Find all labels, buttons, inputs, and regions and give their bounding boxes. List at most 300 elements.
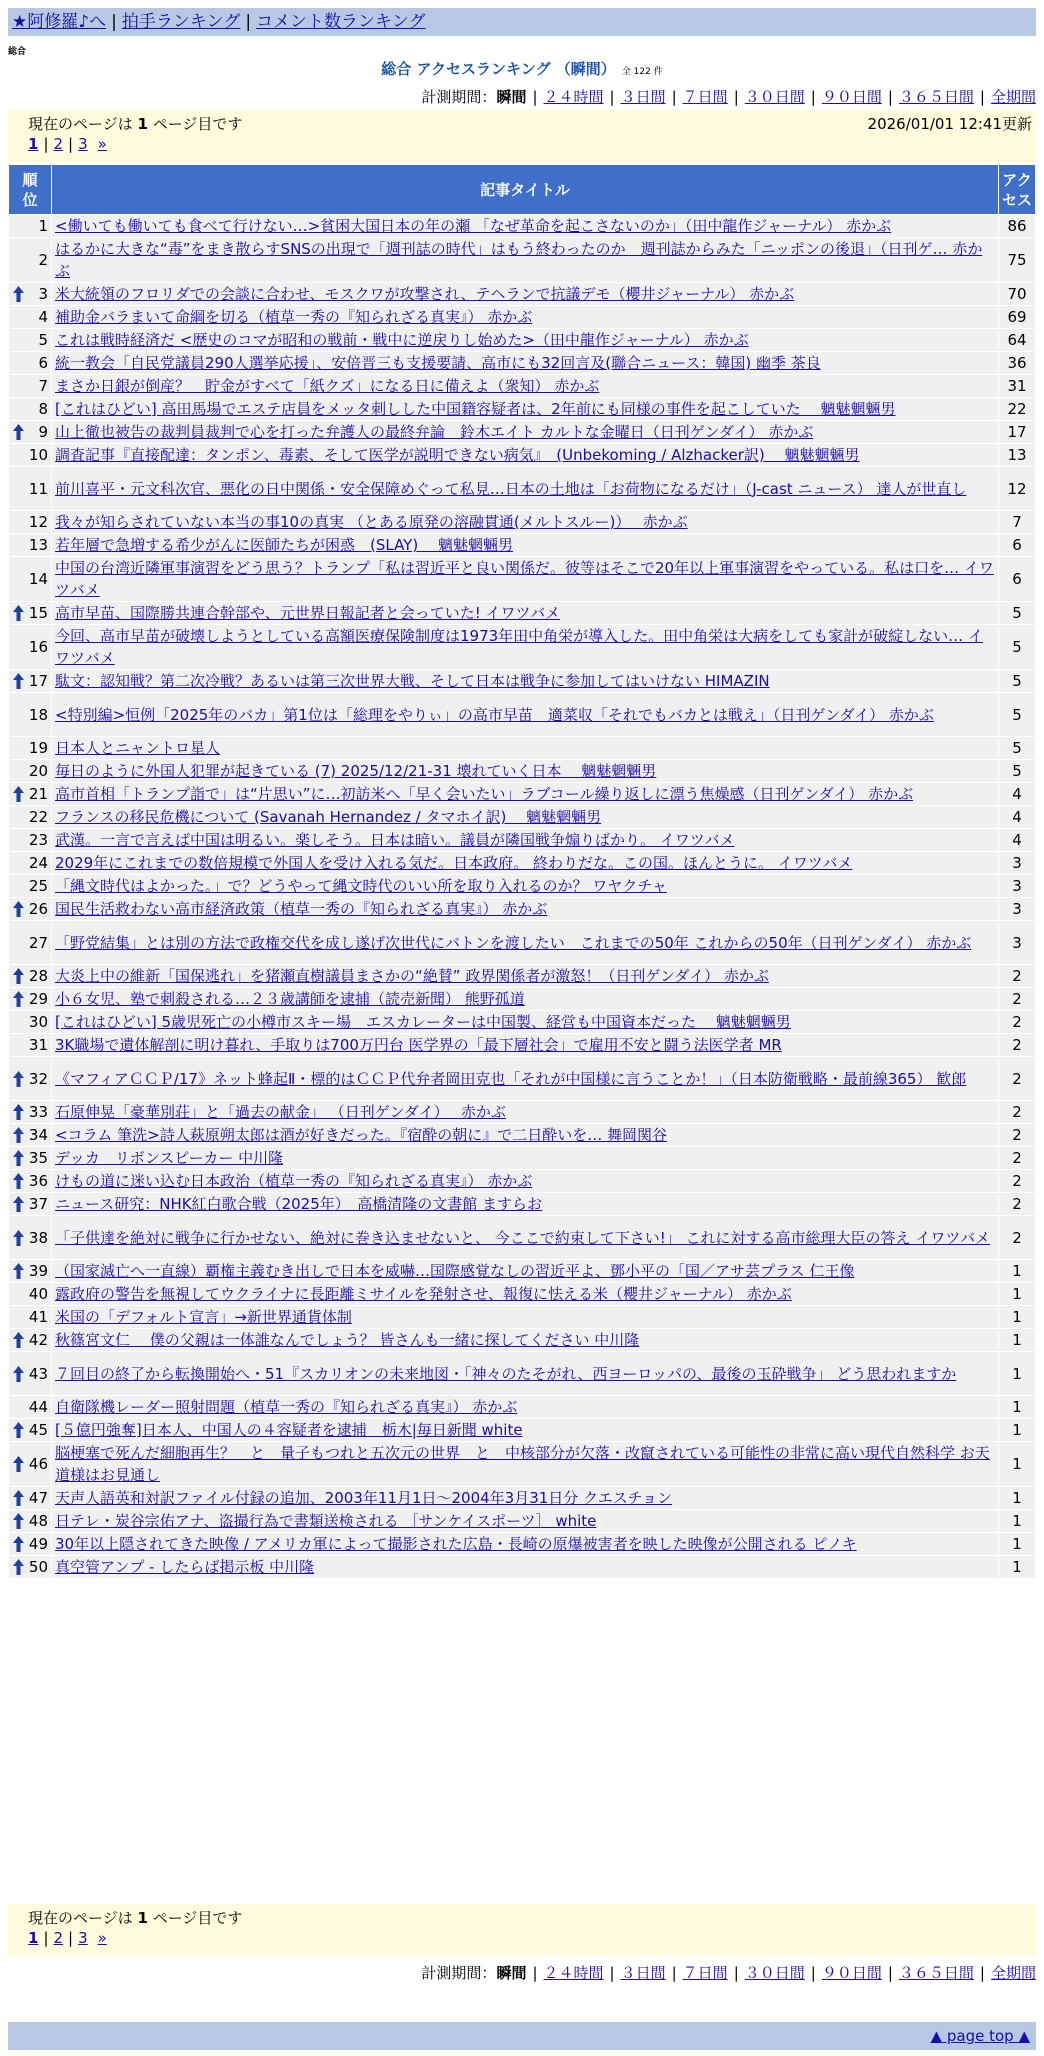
- rank-up-arrow-icon: [13, 968, 24, 984]
- access-count: 2: [999, 1034, 1036, 1057]
- rank-cell: [9, 829, 52, 852]
- title-cell: [52, 1216, 999, 1260]
- access-count: 5: [999, 760, 1036, 783]
- article-link[interactable]: フランスの移民危機について (Savanah Hernandez / タマホイ訳) 魑魅魍魎男: [55, 808, 602, 826]
- access-count: 2: [999, 965, 1036, 988]
- page-1-link-bottom[interactable]: 1: [28, 1929, 39, 1947]
- rank-number: 25: [28, 877, 48, 895]
- article-link[interactable]: <特別編>恒例「2025年のバカ」第1位は「総理をやりぃ」の高市早苗 適菜収「それでもバカとは戦え」（日刊ゲンダイ） 赤かぶ: [55, 705, 934, 724]
- title-cell: [52, 352, 999, 375]
- rank-column-header: 順位: [9, 165, 52, 215]
- rank-cell: [9, 965, 52, 988]
- title-cell: [52, 1170, 999, 1193]
- access-count: 7: [999, 511, 1036, 534]
- article-link[interactable]: 「野党結集」とは別の方法で政権交代を成し遂げ次世代にバトンを渡したい これまでの50年 これからの50年（日刊ゲンダイ） 赤かぶ: [55, 933, 972, 952]
- rank-cell: [9, 1556, 52, 1579]
- rank-number: 35: [28, 1149, 48, 1167]
- access-count: 69: [999, 306, 1036, 329]
- rank-number: 42: [28, 1331, 48, 1349]
- rank-cell: [9, 329, 52, 352]
- rank-number: 41: [28, 1308, 48, 1326]
- period-all-link-bottom[interactable]: 全期間: [990, 1964, 1036, 1982]
- table-row: [9, 534, 1036, 557]
- rank-number: 7: [38, 377, 48, 395]
- article-link[interactable]: 毎日のように外国人犯罪が起きている (7) 2025/12/21-31 壊れていく日本 魑魅魍魎男: [55, 762, 657, 780]
- article-link[interactable]: 前川喜平・元文科次官、悪化の日中関係・安全保障めぐって私見…日本の土地は「お荷物になるだけ」（J-cast ニュース） 達人が世直し: [55, 479, 967, 498]
- title-cell: [52, 1147, 999, 1170]
- title-cell: [52, 737, 999, 760]
- rank-number: 6: [38, 354, 48, 372]
- period-365d-link-bottom[interactable]: ３６５日間: [898, 1964, 974, 1982]
- access-count: 2: [999, 1011, 1036, 1034]
- access-count: 70: [999, 283, 1036, 306]
- rank-cell: [9, 557, 52, 602]
- rank-cell: [9, 1260, 52, 1283]
- rank-number: 5: [38, 331, 48, 349]
- rank-number: 4: [38, 308, 48, 326]
- rank-cell: [9, 283, 52, 306]
- page-2-link-bottom[interactable]: 2: [53, 1929, 64, 1947]
- pagination-bottom: 1 | 2 | 3 »: [28, 1929, 107, 1947]
- title-cell: [52, 852, 999, 875]
- article-link[interactable]: 駄文：認知戦？第二次冷戦？あるいは第三次世界大戦、そして日本は戦争に参加してはいけない HIMAZIN: [55, 672, 770, 690]
- access-count: 17: [999, 421, 1036, 444]
- rank-cell: [9, 806, 52, 829]
- rank-number: 49: [28, 1535, 48, 1553]
- title-cell: [52, 1260, 999, 1283]
- table-row: [9, 898, 1036, 921]
- access-count: 3: [999, 898, 1036, 921]
- article-link[interactable]: 山上徹也被告の裁判員裁判で心を打った弁護人の最終弁論 鈴木エイト カルトな金曜日（日刊ゲンダイ） 赤かぶ: [55, 423, 814, 441]
- article-link[interactable]: [これはひどい] 高田馬場でエステ店員をメッタ刺しした中国籍容疑者は、2年前にも同様の事件を起こしていた 魑魅魍魎男: [55, 400, 896, 418]
- rank-number: 30: [28, 1013, 48, 1031]
- access-count: 1: [999, 1419, 1036, 1442]
- article-link[interactable]: 武漢。一言で言えば中国は明るい。楽しそう。日本は暗い。議員が隣国戦争煽りばかり。 イワツバメ: [55, 831, 735, 849]
- article-link[interactable]: 脳梗塞で死んだ細胞再生？ と 量子もつれと五次元の世界 と 中核部分が欠落・改竄されている可能性の非常に高い現代自然科学 お天道様はお見通し: [55, 1444, 990, 1484]
- rank-number: 43: [28, 1364, 48, 1383]
- article-link[interactable]: 「子供達を絶対に戦争に行かせない、絶対に巻き込ませないと、 今ここで約束して下さい!」 これに対する高市総理大臣の答え イワツバメ: [55, 1228, 991, 1247]
- rank-number: 8: [38, 400, 48, 418]
- article-link[interactable]: 秋篠宮文仁 僕の父親は一体誰なんでしょう？ 皆さんも一緒に探してください 中川隆: [55, 1331, 640, 1349]
- table-row: [9, 1487, 1036, 1510]
- rank-number: 33: [28, 1103, 48, 1121]
- rank-cell: [9, 988, 52, 1011]
- rank-number: 19: [28, 739, 48, 757]
- title-cell: [52, 283, 999, 306]
- article-link[interactable]: 今回、高市早苗が破壊しようとしている高額医療保険制度は1973年田中角栄が導入した。田中角栄は大病をしても家計が破綻しない… イワツバメ: [55, 627, 983, 667]
- title-cell: [52, 557, 999, 602]
- article-link[interactable]: 日テレ・炭谷宗佑アナ、盗撮行為で書類送検される ［サンケイスポーツ］ white: [55, 1512, 597, 1530]
- rank-up-arrow-icon: [13, 1559, 24, 1575]
- period-3d-link-bottom[interactable]: ３日間: [620, 1964, 666, 1982]
- table-row: [9, 1283, 1036, 1306]
- title-cell: [52, 988, 999, 1011]
- access-count: 75: [999, 238, 1036, 283]
- rank-number: 15: [28, 604, 48, 622]
- article-link[interactable]: <コラム 筆洗>詩人萩原朔太郎は酒が好きだった。『宿酔の朝に』で二日酔いを… 舞岡関谷: [55, 1126, 668, 1144]
- access-count: 13: [999, 444, 1036, 467]
- rank-cell: [9, 421, 52, 444]
- title-cell: [52, 444, 999, 467]
- title-cell: [52, 306, 999, 329]
- article-link[interactable]: 自衛隊機レーダー照射問題（植草一秀の『知られざる真実』） 赤かぶ: [55, 1398, 518, 1416]
- page-1-link[interactable]: 1: [28, 135, 39, 153]
- article-link[interactable]: 米大統領のフロリダでの会談に合わせ、モスクワが攻撃され、テヘランで抗議デモ（櫻井ジャーナル） 赤かぶ: [55, 285, 795, 303]
- rank-cell: [9, 783, 52, 806]
- period-90d-link[interactable]: ９０日間: [821, 88, 882, 106]
- access-count: 2: [999, 1101, 1036, 1124]
- title-cell: [52, 783, 999, 806]
- rank-up-arrow-icon: [13, 1173, 24, 1189]
- rank-cell: [9, 1396, 52, 1419]
- article-link[interactable]: 3K職場で遺体解剖に明け暮れ、手取りは700万円台 医学界の「最下層社会」で雇用不安と闘う法医学者 MR: [55, 1036, 782, 1054]
- access-count: 86: [999, 215, 1036, 238]
- article-link[interactable]: 2029年にこれまでの数倍規模で外国人を受け入れる気だ。日本政府。 終わりだな。この国。ほんとうに。 イワツバメ: [55, 854, 853, 872]
- rank-number: 1: [38, 217, 48, 235]
- article-link[interactable]: [これはひどい] 5歳児死亡の小樽市スキー場 エスカレーターは中国製、経営も中国資本だった 魑魅魍魎男: [55, 1013, 791, 1031]
- rank-number: 11: [28, 479, 48, 498]
- page-3-link-bottom[interactable]: 3: [78, 1929, 88, 1947]
- rank-cell: [9, 602, 52, 625]
- table-row: [9, 1260, 1036, 1283]
- title-cell: [52, 238, 999, 283]
- article-link[interactable]: 《マフィアＣＣＰ/17》ネット蜂起Ⅱ・標的はＣＣＰ代弁者岡田克也「それが中国様に言うことか！」（日本防衛戦略・最前線365） 歓郎: [55, 1069, 967, 1088]
- article-link[interactable]: 国民生活救わない高市経済政策（植草一秀の『知られざる真実』） 赤かぶ: [55, 900, 548, 918]
- article-link[interactable]: （国家滅亡へ一直線）覇権主義むき出しで日本を威嚇…国際感覚なしの習近平よ、鄧小平の「国／アサ芸プラス 仁王像: [55, 1262, 855, 1280]
- title-cell: [52, 511, 999, 534]
- rank-number: 14: [28, 570, 48, 588]
- total-count: 全 122 件: [621, 67, 663, 77]
- period-7d-link[interactable]: ７日間: [682, 88, 728, 106]
- table-row: [9, 1510, 1036, 1533]
- rank-number: 50: [28, 1558, 48, 1576]
- rank-cell: [9, 1510, 52, 1533]
- access-count: 2: [999, 1216, 1036, 1260]
- article-link[interactable]: 小６女児、塾で刺殺される…２３歳講師を逮捕（読売新聞） 熊野孤道: [55, 990, 525, 1008]
- table-row: [9, 1442, 1036, 1487]
- table-row: [9, 1147, 1036, 1170]
- access-count: 5: [999, 625, 1036, 670]
- rank-number: 18: [28, 705, 48, 724]
- page-title-line: [8, 58, 1036, 79]
- table-row: [9, 625, 1036, 670]
- category-label: 総合: [8, 47, 27, 57]
- rank-cell: [9, 1101, 52, 1124]
- article-link[interactable]: <働いても働いても食べて行けない…>貧困大国日本の年の瀬 「なぜ革命を起こさないのか」（田中龍作ジャーナル） 赤かぶ: [55, 217, 892, 235]
- article-link[interactable]: [５億円強奪]日本人、中国人の４容疑者を逮捕 栃木|毎日新聞 white: [55, 1421, 523, 1439]
- article-link[interactable]: 石原伸晃「豪華別荘」と「過去の献金」 （日刊ゲンダイ） 赤かぶ: [55, 1103, 506, 1121]
- rank-cell: [9, 1419, 52, 1442]
- page-info-top: [8, 110, 1036, 162]
- table-row: [9, 806, 1036, 829]
- access-count: 6: [999, 534, 1036, 557]
- rank-cell: [9, 852, 52, 875]
- article-link[interactable]: 補助金バラまいて命綱を切る（植草一秀の『知られざる真実』） 赤かぶ: [55, 308, 533, 326]
- title-cell: [52, 1193, 999, 1216]
- rank-cell: [9, 737, 52, 760]
- article-link[interactable]: 真空管アンプ - したらば掲示板 中川隆: [55, 1558, 315, 1576]
- rank-number: 31: [28, 1036, 48, 1054]
- page-top-link[interactable]: ▲ page top ▲: [930, 2027, 1030, 2045]
- home-link[interactable]: ★阿修羅♪へ: [12, 12, 107, 32]
- rank-up-arrow-icon: [13, 1366, 24, 1382]
- period-24h-link-bottom[interactable]: ２４時間: [543, 1964, 604, 1982]
- article-link[interactable]: 大炎上中の維新「国保逃れ」を猪瀬直樹議員まさかの“絶賛” 政界関係者が激怒！（日刊ゲンダイ） 赤かぶ: [55, 967, 769, 985]
- rank-cell: [9, 1216, 52, 1260]
- table-row: [9, 1216, 1036, 1260]
- period-3d-link[interactable]: ３日間: [620, 88, 666, 106]
- rank-number: 44: [28, 1398, 48, 1416]
- rank-cell: [9, 1306, 52, 1329]
- rank-number: 13: [28, 536, 48, 554]
- rank-cell: [9, 875, 52, 898]
- rank-cell: [9, 534, 52, 557]
- table-row: [9, 602, 1036, 625]
- period-30d-link-bottom[interactable]: ３０日間: [744, 1964, 805, 1982]
- rank-cell: [9, 1034, 52, 1057]
- title-cell: [52, 1011, 999, 1034]
- rank-number: 10: [28, 446, 48, 464]
- title-cell: [52, 602, 999, 625]
- updated-timestamp: 2026/01/01 12:41更新: [867, 115, 1032, 133]
- article-link[interactable]: 我々が知らされていない本当の事10の真実 （とある原発の溶融貫通(メルトスルー)） 赤かぶ: [55, 513, 688, 531]
- access-count: 2: [999, 1170, 1036, 1193]
- access-count: 22: [999, 398, 1036, 421]
- access-count: 1: [999, 1352, 1036, 1396]
- title-cell: [52, 421, 999, 444]
- table-row: [9, 1352, 1036, 1396]
- article-link[interactable]: 天声人語英和対訳ファイル付録の追加、2003年11月1日～2004年3月31日分 クエスチョン: [55, 1489, 673, 1507]
- access-count: 1: [999, 1533, 1036, 1556]
- title-cell: [52, 670, 999, 693]
- article-link[interactable]: 調査記事『直接配達：タンポン、毒素、そして医学が説明できない病気』 (Unbekoming / Alzhacker訳) 魑魅魍魎男: [55, 446, 860, 464]
- rank-cell: [9, 306, 52, 329]
- access-count: 2: [999, 1193, 1036, 1216]
- page-3-link[interactable]: 3: [78, 135, 88, 153]
- title-cell: [52, 467, 999, 511]
- table-row: [9, 238, 1036, 283]
- title-cell: [52, 1556, 999, 1579]
- rank-cell: [9, 1533, 52, 1556]
- article-link[interactable]: 日本人とニャントロ星人: [55, 739, 221, 757]
- table-row: [9, 760, 1036, 783]
- table-row: [9, 375, 1036, 398]
- title-cell: [52, 1510, 999, 1533]
- title-cell: [52, 921, 999, 965]
- article-link[interactable]: 統一教会「自民党議員290人選挙応援」、安倍晋三も支援要請、高市にも32回言及(聯合ニュース：韓国) 幽季 茶良: [55, 354, 821, 372]
- access-count: 12: [999, 467, 1036, 511]
- access-count: 3: [999, 875, 1036, 898]
- page-info-bottom: [8, 1904, 1036, 1956]
- period-current: 瞬間: [496, 88, 527, 106]
- access-count: 2: [999, 1057, 1036, 1101]
- rank-number: 37: [28, 1195, 48, 1213]
- table-row: [9, 783, 1036, 806]
- rank-cell: [9, 375, 52, 398]
- page-2-link[interactable]: 2: [53, 135, 64, 153]
- rank-cell: [9, 625, 52, 670]
- access-count: 2: [999, 988, 1036, 1011]
- access-count: 4: [999, 806, 1036, 829]
- access-count: 4: [999, 829, 1036, 852]
- rank-up-arrow-icon: [13, 1071, 24, 1087]
- rank-cell: [9, 1124, 52, 1147]
- rank-cell: [9, 1011, 52, 1034]
- table-row: [9, 737, 1036, 760]
- table-row: [9, 557, 1036, 602]
- rank-up-arrow-icon: [13, 673, 24, 689]
- applause-ranking-link[interactable]: 拍手ランキング: [121, 12, 241, 32]
- rank-up-arrow-icon: [13, 1263, 24, 1279]
- period-90d-link-bottom[interactable]: ９０日間: [821, 1964, 882, 1982]
- rank-up-arrow-icon: [13, 1456, 24, 1472]
- rank-number: 3: [38, 285, 48, 303]
- article-link[interactable]: けもの道に迷い込む日本政治（植草一秀の『知られざる真実』） 赤かぶ: [55, 1172, 533, 1190]
- pagination-top: 1 | 2 | 3 »: [28, 135, 107, 153]
- article-link[interactable]: 若年層で急増する希少がんに医師たちが困惑 (SLAY) 魑魅魍魎男: [55, 536, 513, 554]
- rank-cell: [9, 1283, 52, 1306]
- rank-number: 26: [28, 900, 48, 918]
- title-cell: [52, 375, 999, 398]
- rank-cell: [9, 215, 52, 238]
- access-count: 1: [999, 1556, 1036, 1579]
- title-cell: [52, 693, 999, 737]
- article-link[interactable]: 高市首相「トランプ詣で」は“片思い”に…初訪米へ「早く会いたい」ラブコール繰り返しに漂う焦燥感（日刊ゲンダイ） 赤かぶ: [55, 785, 914, 803]
- rank-cell: [9, 1352, 52, 1396]
- table-row: [9, 875, 1036, 898]
- access-count: 1: [999, 1306, 1036, 1329]
- period-all-link[interactable]: 全期間: [990, 88, 1036, 106]
- period-label: 計測期間：: [421, 88, 497, 106]
- table-row: [9, 670, 1036, 693]
- period-label-bottom: 計測期間：: [421, 1964, 497, 1982]
- rank-up-arrow-icon: [13, 1104, 24, 1120]
- period-24h-link[interactable]: ２４時間: [543, 88, 604, 106]
- nav-separator: |: [245, 12, 252, 32]
- rank-cell: [9, 760, 52, 783]
- period-selector-top: 計測期間：瞬間 | ２４時間 | ３日間 | ７日間 | ３０日間 | ９０日間 | ３６５日間 | 全期間: [421, 88, 1036, 106]
- table-row: [9, 1124, 1036, 1147]
- table-row: [9, 1170, 1036, 1193]
- title-cell: [52, 1329, 999, 1352]
- current-page-text-bottom: 現在のページは 1 ページ目です: [28, 1909, 243, 1927]
- article-link[interactable]: 30年以上隠されてきた映像 / アメリカ軍によって撮影された広島・長崎の原爆被害者を映した映像が公開される ピノキ: [55, 1535, 857, 1553]
- access-count: 3: [999, 921, 1036, 965]
- rank-number: 12: [28, 513, 48, 531]
- table-row: [9, 306, 1036, 329]
- rank-up-arrow-icon: [13, 991, 24, 1007]
- title-cell: [52, 398, 999, 421]
- period-30d-link[interactable]: ３０日間: [744, 88, 805, 106]
- comment-ranking-link[interactable]: コメント数ランキング: [256, 12, 426, 32]
- next-page-link-bottom[interactable]: »: [97, 1929, 107, 1947]
- rank-up-arrow-icon: [13, 901, 24, 917]
- access-count: 5: [999, 737, 1036, 760]
- access-count: 36: [999, 352, 1036, 375]
- rank-number: 34: [28, 1126, 48, 1144]
- rank-up-arrow-icon: [13, 1230, 24, 1246]
- table-row: [9, 1329, 1036, 1352]
- rank-up-arrow-icon: [13, 286, 24, 302]
- access-count: 1: [999, 1442, 1036, 1487]
- article-link[interactable]: ニュース研究：NHK紅白歌合戦（2025年） 高橋清隆の文書館 ますらお: [55, 1195, 543, 1213]
- nav-separator: |: [111, 12, 117, 32]
- table-row: [9, 1193, 1036, 1216]
- table-row: [9, 283, 1036, 306]
- period-selector-bottom: 計測期間：瞬間 | ２４時間 | ３日間 | ７日間 | ３０日間 | ９０日間 | ３６５日間 | 全期間: [421, 1964, 1036, 1982]
- title-cell: [52, 1283, 999, 1306]
- rank-up-arrow-icon: [13, 1536, 24, 1552]
- rank-number: 23: [28, 831, 48, 849]
- access-count: 2: [999, 1124, 1036, 1147]
- title-cell: [52, 1034, 999, 1057]
- rank-number: 22: [28, 808, 48, 826]
- article-link[interactable]: デッカ リボンスピーカー 中川隆: [55, 1149, 284, 1167]
- article-link[interactable]: 中国の台湾近隣軍事演習をどう思う？トランプ「私は習近平と良い関係だ。彼等はそこで20年以上軍事演習をやっている。私は口を… イワツバメ: [55, 559, 994, 599]
- article-link[interactable]: 米国の「デフォルト宣言」→新世界通貨体制: [55, 1308, 352, 1326]
- access-column-header: アクセス: [999, 165, 1036, 215]
- period-current-bottom: 瞬間: [496, 1964, 527, 1982]
- page-title: 総合 アクセスランキング （瞬間）: [381, 60, 616, 78]
- ranking-table: [8, 164, 1036, 1579]
- rank-number: 40: [28, 1285, 48, 1303]
- access-count: 5: [999, 670, 1036, 693]
- rank-up-arrow-icon: [13, 1332, 24, 1348]
- period-7d-link-bottom[interactable]: ７日間: [682, 1964, 728, 1982]
- article-link[interactable]: はるかに大きな“毒”をまき散らすSNSの出現で「週刊誌の時代」はもう終わったのか 週刊誌からみた「ニッポンの後退」（日刊ゲ… 赤かぶ: [55, 240, 983, 280]
- access-count: 5: [999, 602, 1036, 625]
- table-row: [9, 988, 1036, 1011]
- title-cell: [52, 898, 999, 921]
- rank-number: 32: [28, 1069, 48, 1088]
- access-count: 5: [999, 693, 1036, 737]
- article-link[interactable]: 露政府の警告を無視してウクライナに長距離ミサイルを発射させ、報復に怯える米（櫻井ジャーナル） 赤かぶ: [55, 1285, 792, 1303]
- rank-number: 29: [28, 990, 48, 1008]
- title-cell: [52, 1396, 999, 1419]
- title-cell: [52, 806, 999, 829]
- rank-cell: [9, 238, 52, 283]
- table-row: [9, 829, 1036, 852]
- table-row: [9, 1306, 1036, 1329]
- rank-cell: [9, 1170, 52, 1193]
- title-cell: [52, 760, 999, 783]
- access-count: 31: [999, 375, 1036, 398]
- article-link[interactable]: ７回目の終了から転換開始へ・51『スカリオンの未来地図・「神々のたそがれ、西ヨーロッパの、最後の玉砕戦争」 どう思われますか: [55, 1364, 957, 1383]
- title-cell: [52, 1487, 999, 1510]
- rank-cell: [9, 1193, 52, 1216]
- article-link[interactable]: 「縄文時代はよかった。」で？どうやって縄文時代のいい所を取り入れるのか？ ワヤクチャ: [55, 877, 667, 895]
- access-count: 1: [999, 1260, 1036, 1283]
- rank-number: 20: [28, 762, 48, 780]
- period-365d-link[interactable]: ３６５日間: [898, 88, 974, 106]
- title-cell: [52, 875, 999, 898]
- rank-cell: [9, 1442, 52, 1487]
- article-link[interactable]: 高市早苗、国際勝共連合幹部や、元世界日報記者と会っていた! イワツバメ: [55, 604, 561, 622]
- rank-up-arrow-icon: [13, 1490, 24, 1506]
- table-row: [9, 511, 1036, 534]
- table-row: [9, 352, 1036, 375]
- access-count: 1: [999, 1329, 1036, 1352]
- next-page-link[interactable]: »: [97, 135, 107, 153]
- table-row: [9, 444, 1036, 467]
- article-link[interactable]: これは戦時経済だ <歴史のコマが昭和の戦前・戦中に逆戻りし始めた>（田中龍作ジャーナル） 赤かぶ: [55, 331, 749, 349]
- rank-number: 36: [28, 1172, 48, 1190]
- rank-cell: [9, 511, 52, 534]
- table-row: [9, 1101, 1036, 1124]
- title-cell: [52, 965, 999, 988]
- title-cell: [52, 534, 999, 557]
- article-link[interactable]: まさか日銀が倒産？ 貯金がすべて「紙クズ」になる日に備えよ（衆知） 赤かぶ: [55, 377, 600, 395]
